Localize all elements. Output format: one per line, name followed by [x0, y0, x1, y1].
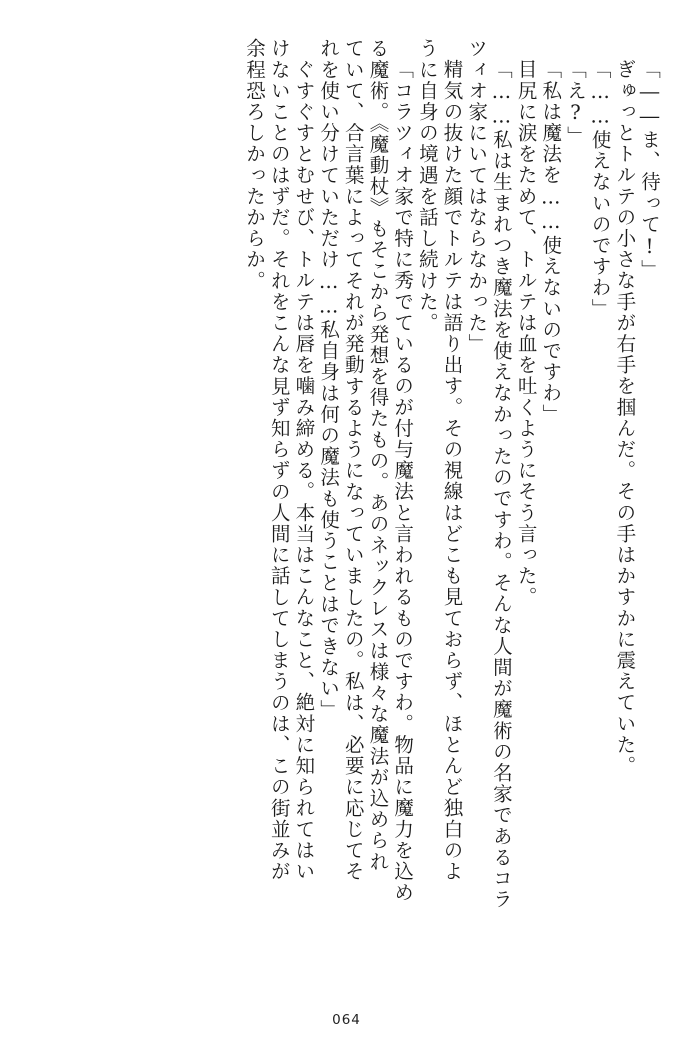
text-line: れを使い分けていただけ……私自身は何の魔法も使うことはできない」: [317, 38, 341, 721]
text-line: る魔術。《魔動杖》もそこから発想を得たもの。あのネックレスは様々な魔法が込められ: [366, 38, 390, 873]
text-line: ぎゅっとトルテの小さな手が右手を掴んだ。その手はかすかに震えていた。: [613, 59, 637, 777]
text-line: けないことのはずだ。それをこんな見ず知らずの人間に話してしまうのは、この街並みが: [267, 38, 291, 882]
vertical-text-body: [34, 38, 659, 978]
text-line: ツィオ家にいてはならなかった」: [465, 38, 489, 355]
text-line: 「私は魔法を……使えないのですわ」: [539, 59, 563, 425]
text-line: ぐすぐすとむせび、トルテは唇を噛み締める。本当はこんなこと、絶対に知られてはい: [292, 59, 316, 882]
text-line: 「……私は生まれつき魔法を使えなかったのですわ。そんな人間が魔術の名家であるコラ: [489, 59, 513, 910]
text-line: 「――ま、待って!」: [638, 59, 661, 281]
text-line: 「え?」: [563, 59, 587, 147]
text-line: 目尻に涙をためて、トルテは血を吐くようにそう言った。: [514, 59, 538, 608]
text-line: 「……使えないのですわ」: [588, 59, 612, 320]
text-line: ていて、合言葉によってそれが発動するようになっていましたの。私は、必要に応じてそ: [341, 38, 365, 882]
text-line: 精気の抜けた顔でトルテは語り出す。その視線はどこも見ておらず、ほとんど独白のよ: [440, 59, 464, 882]
page-number: 064: [332, 1012, 361, 1028]
text-line: うに自身の境遇を話し続けた。: [415, 38, 439, 334]
text-line: 余程恐ろしかったからか。: [243, 38, 266, 292]
text-line: 「コラツィオ家で特に秀でているのが付与魔法と言われるものですわ。物品に魔力を込め: [391, 59, 415, 903]
